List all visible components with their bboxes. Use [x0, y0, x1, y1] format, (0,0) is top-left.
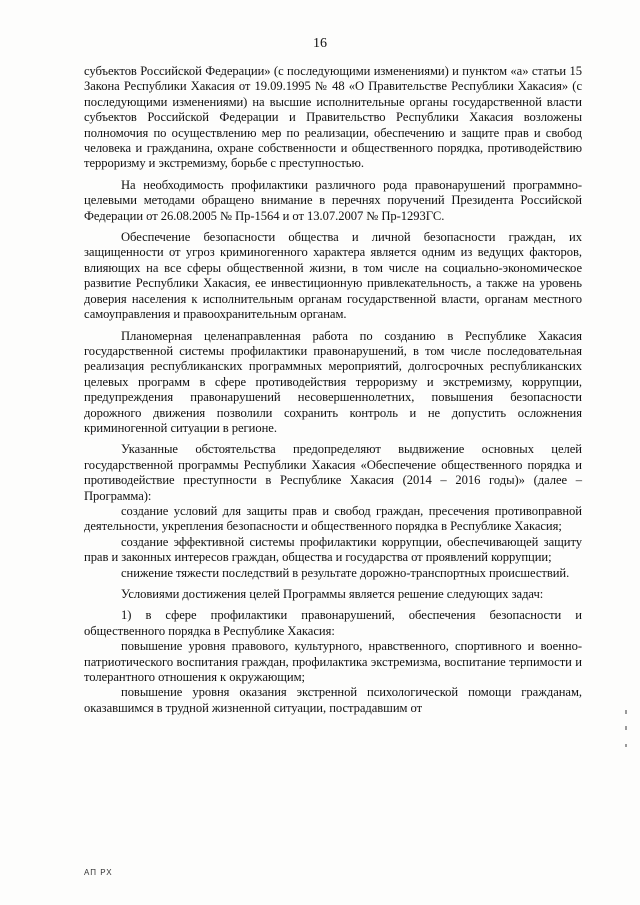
paragraph: Указанные обстоятельства предопределяют выдвижение основных целей государственной программы Республики Хакасия «Обеспечение общественного порядка и противодействие преступности в Республике Хакасия (2014 – 2016 годы)» (далее – Программа): — [84, 442, 582, 503]
page-number: 16 — [313, 36, 327, 51]
scan-artifact — [625, 710, 627, 714]
footer-mark: АП РХ — [84, 868, 113, 877]
paragraph: Планомерная целенаправленная работа по созданию в Республике Хакасия государственной системы профилактики правонарушений, в том числе последовательная реализация республиканских программных мероприятий, долгосрочных республиканских целевых программ в сфере противодействия терроризму и экстремизму, коррупции, предупреждения правонарушений несовершеннолетних, повышения безопасности дорожного движения позволили сохранить контроль и не допустить осложнения криминогенной ситуации в регионе. — [84, 328, 582, 435]
list-item: создание эффективной системы профилактики коррупции, обеспечивающей защиту прав и законных интересов граждан, общества и государства от проявлений коррупции; — [84, 534, 582, 565]
numbered-item: 1) в сфере профилактики правонарушений, обеспечения безопасности и общественного порядка в Республике Хакасия: — [84, 608, 582, 638]
paragraph: Условиями достижения целей Программы является решение следующих задач: — [121, 587, 544, 601]
scan-artifact — [625, 726, 627, 730]
paragraph: Обеспечение безопасности общества и личной безопасности граждан, их защищенности от угроз криминогенного характера является одним из ведущих факторов, влияющих на все сферы общественной жизни, в том числе на социально-экономическое развитие Республики Хакасия, ее инвестиционную привлекательность, а также на уровень доверия населения к исполнительным органам государственной власти, органам местного самоуправления и правоохранительным органам. — [84, 230, 582, 322]
list-item: повышение уровня правового, культурного, нравственного, спортивного и военно-патриотического воспитания граждан, профилактика экстремизма, воспитание терпимости и толерантного отношения к окружающим; — [84, 639, 582, 685]
list-item: повышение уровня оказания экстренной психологической помощи гражданам, оказавшимся в трудной жизненной ситуации, пострадавшим от — [84, 685, 582, 715]
paragraph-continuation: субъектов Российской Федерации» (с последующими изменениями) и пунктом «а» статьи 15 Закона Республики Хакасия от 19.09.1995 № 48 «О Правительстве Республики Хакасия» (с последующими изменениями) на высшие исполнительные органы государственной власти субъектов Российской Федерации и Правительство Республики Хакасия возложены полномочия по осуществлению мер по реализации, обеспечению и защите прав и свобод человека и гражданина, охране собственности и общественного порядка, противодействию терроризму и экстремизму, борьбе с преступностью. — [84, 64, 582, 171]
paragraph: На необходимость профилактики различного рода правонарушений программно-целевыми методами обращено внимание в перечнях поручений Президента Российской Федерации от 26.08.2005 № Пр-1564 и от 13.07.2007 № Пр-1293ГС. — [84, 177, 582, 223]
list-item: снижение тяжести последствий в результате дорожно-транспортных происшествий. — [121, 565, 570, 580]
scan-artifact — [625, 744, 627, 747]
list-item: создание условий для защиты прав и свобод граждан, пресечения противоправной деятельности, укрепления безопасности и общественного порядка в Республике Хакасия; — [84, 503, 582, 534]
document-body — [84, 64, 582, 716]
